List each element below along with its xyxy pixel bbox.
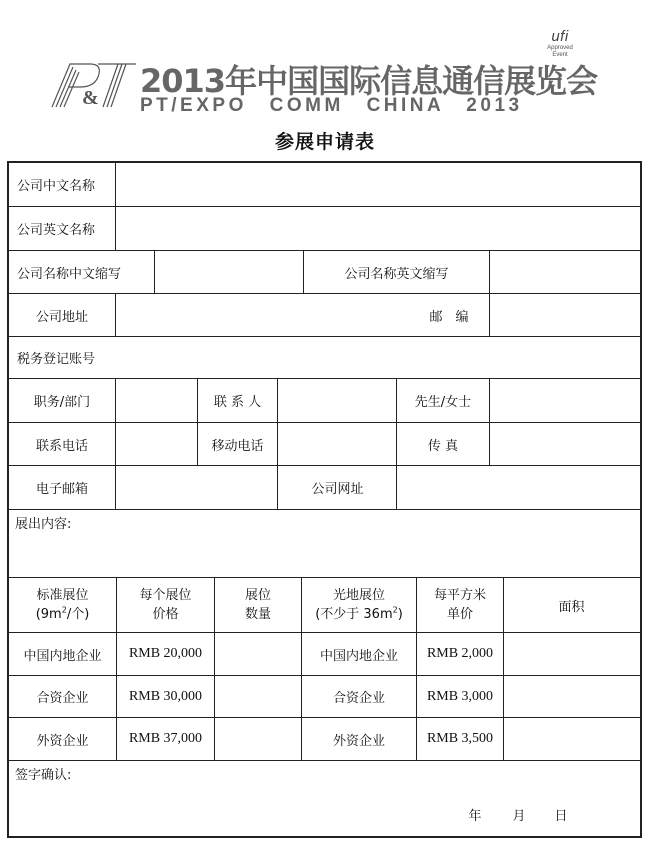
svg-text:&: & [82,87,99,109]
label-position: 职务/部门 [33,395,91,410]
col-divider [489,293,490,336]
booth-count-domestic-field[interactable] [216,634,300,674]
header-raw-space: 光地展位 (不少于 $36m^2$) [315,588,403,622]
col-divider [277,378,278,509]
date-month-label: 月 [512,808,526,824]
col-divider [115,378,116,509]
label-email: 电子邮箱 [35,482,88,497]
col-divider [489,250,490,293]
sqm-price-domestic: RMB 2,000 [426,646,494,661]
tax-number-field[interactable] [117,338,637,377]
position-field[interactable] [117,380,195,421]
header-booth-price: 每个展位 价格 [139,588,192,622]
ufi-sub-event: Event [552,52,568,58]
sqm-price-joint-venture: RMB 3,000 [426,688,494,704]
label-company-name-cn: 公司中文名称 [17,179,96,194]
label-address: 公司地址 [35,309,88,325]
website-field[interactable] [398,467,637,508]
label-exhibits: 展出内容: [15,516,72,532]
company-abbr-cn-field[interactable] [156,252,301,292]
date-year-label: 年 [468,808,482,824]
signature-field[interactable] [11,783,451,835]
header-sqm-price: 每平方米 单价 [433,588,486,622]
expo-title-cn: 2013年中国国际信息通信展览会 [140,62,598,100]
label-mobile: 移动电话 [211,438,264,454]
label-signature: 签字确认: [15,767,72,783]
std-price-foreign: RMB 37,000 [128,731,203,746]
label-fax: 传 真 [427,438,459,454]
col-divider [115,293,116,336]
col-divider [115,163,116,250]
area-foreign-field[interactable] [505,719,637,759]
label-company-abbr-cn: 公司名称中文缩写 [17,266,122,282]
label-company-name-en: 公司英文名称 [17,223,96,238]
label-title-gender: 先生/女士 [414,395,472,410]
row-divider [9,336,640,337]
row-type-foreign: 外资企业 [36,733,89,749]
raw-type-domestic: 中国内地企业 [319,648,398,664]
label-company-abbr-en: 公司名称英文缩写 [344,266,449,282]
company-abbr-en-field[interactable] [491,252,637,292]
row-divider [9,760,640,761]
ufi-wordmark: ufi [551,28,569,45]
area-joint-venture-field[interactable] [505,677,637,716]
header-standard-booth: 标准展位 ($9m^2/$个) [35,588,90,622]
booth-count-foreign-field[interactable] [216,719,300,759]
company-name-cn-field[interactable] [117,165,637,205]
label-phone: 联系电话 [35,438,88,454]
area-domestic-field[interactable] [505,634,637,674]
label-website: 公司网址 [311,482,364,497]
row-divider [9,206,640,207]
address-field[interactable] [117,295,417,335]
row-type-joint-venture: 合资企业 [36,691,89,706]
title-gender-field[interactable] [491,380,637,421]
row-type-domestic: 中国内地企业 [23,648,102,664]
email-field[interactable] [117,467,275,508]
company-name-en-field[interactable] [117,209,637,249]
col-divider [303,250,304,293]
col-divider [489,378,490,465]
sqm-price-foreign: RMB 3,500 [426,731,494,746]
raw-type-foreign: 外资企业 [332,733,385,749]
application-form [7,161,642,838]
header-area: 面积 [558,599,585,615]
form-title: 参展申请表 [274,131,375,153]
row-divider [9,509,640,510]
postcode-field[interactable] [491,295,637,335]
exhibits-field[interactable] [11,531,637,575]
std-price-domestic: RMB 20,000 [128,646,203,661]
mobile-field[interactable] [279,424,394,464]
label-contact: 联 系 人 [213,395,262,410]
contact-field[interactable] [279,380,394,421]
phone-field[interactable] [117,424,195,464]
raw-type-joint-venture: 合资企业 [332,691,385,706]
ufi-sub-approved: Approved [547,45,573,51]
pt-logo-icon [48,52,138,112]
label-tax-number: 税务登记账号 [17,352,96,367]
booth-count-joint-venture-field[interactable] [216,677,300,716]
label-postcode: 邮 编 [429,309,469,325]
col-divider [154,250,155,293]
fax-field[interactable] [491,424,637,464]
std-price-joint-venture: RMB 30,000 [128,688,203,704]
ufi-approved-logo [540,28,580,59]
header-booth-count: 展位 数量 [244,588,271,622]
date-day-label: 日 [554,808,568,824]
expo-title-en: PT/EXPO COMM CHINA 2013 [140,95,523,116]
